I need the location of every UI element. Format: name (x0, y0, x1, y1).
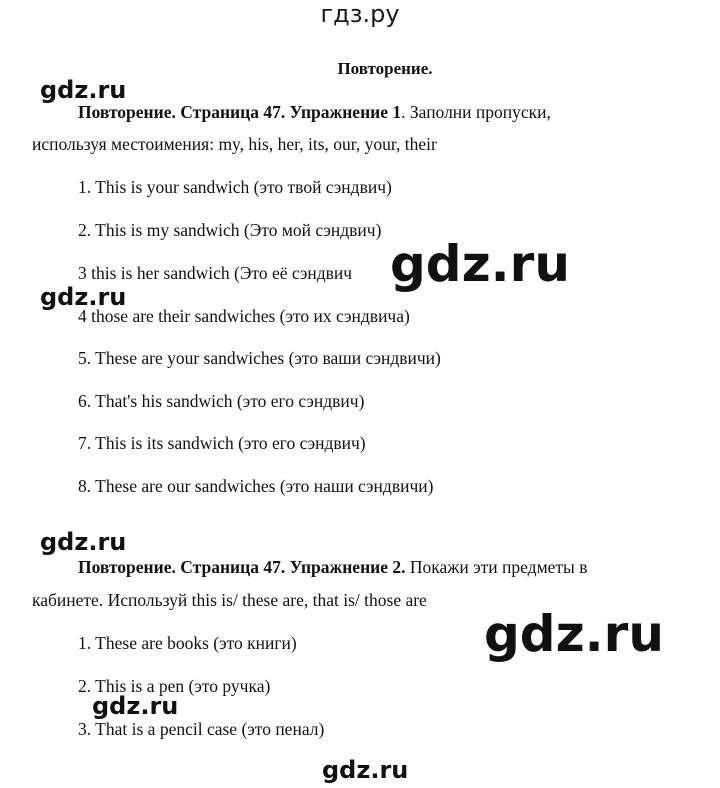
exercise-1-continuation: используя местоимения: my, his, her, its, our, your, their (32, 134, 437, 154)
exercise-2-heading-bold: Повторение. Страница 47. Упражнение 2. (78, 557, 406, 577)
exercise-2-heading (78, 555, 587, 579)
exercise-1-item: 6. That's his sandwich (это его сэндвич) (78, 391, 365, 411)
watermark-text: gdz.ru (40, 528, 127, 556)
watermark-text: gdz.ru (484, 605, 664, 663)
exercise-1-item: 1. This is your sandwich (это твой сэндвич) (78, 177, 392, 197)
exercise-1-item: 7. This is its sandwich (это его сэндвич) (78, 433, 366, 453)
watermark-text: gdz.ru (40, 76, 127, 104)
exercise-2-item: 2. This is a pen (это ручка) (78, 676, 271, 696)
exercise-1-item: 3 this is her sandwich (Это её сэндвич (78, 263, 353, 283)
exercise-2-heading-text: Покажи эти предметы в (405, 557, 588, 577)
exercise-1-item: 5. These are your sandwiches (это ваши сэндвичи) (78, 348, 441, 368)
exercise-1-heading (78, 100, 551, 124)
exercise-1-item: 4 those are their sandwiches (это их сэндвича) (78, 306, 410, 326)
exercise-2-item: 3. That is a pencil case (это пенал) (78, 719, 325, 739)
watermark-text: gdz.ru (322, 756, 409, 784)
exercise-1-heading-bold: Повторение. Страница 47. Упражнение 1 (78, 102, 402, 122)
watermark-text: gdz.ru (390, 235, 570, 293)
exercise-2-continuation: кабинете. Используй this is/ these are, that is/ those are (32, 590, 427, 610)
watermark-text: gdz.ru (40, 283, 127, 311)
watermark-text: gdz.ru (92, 692, 179, 720)
exercise-1-item: 2. This is my sandwich (Это мой сэндвич) (78, 220, 382, 240)
exercise-1-item: 8. These are our sandwiches (это наши сэндвичи) (78, 476, 434, 496)
site-header-title: гдз.ру (320, 0, 400, 28)
section-title: Повторение. (337, 59, 433, 78)
exercise-2-item: 1. These are books (это книги) (78, 633, 297, 653)
exercise-1-heading-text: . Заполни пропуски, (401, 102, 551, 122)
